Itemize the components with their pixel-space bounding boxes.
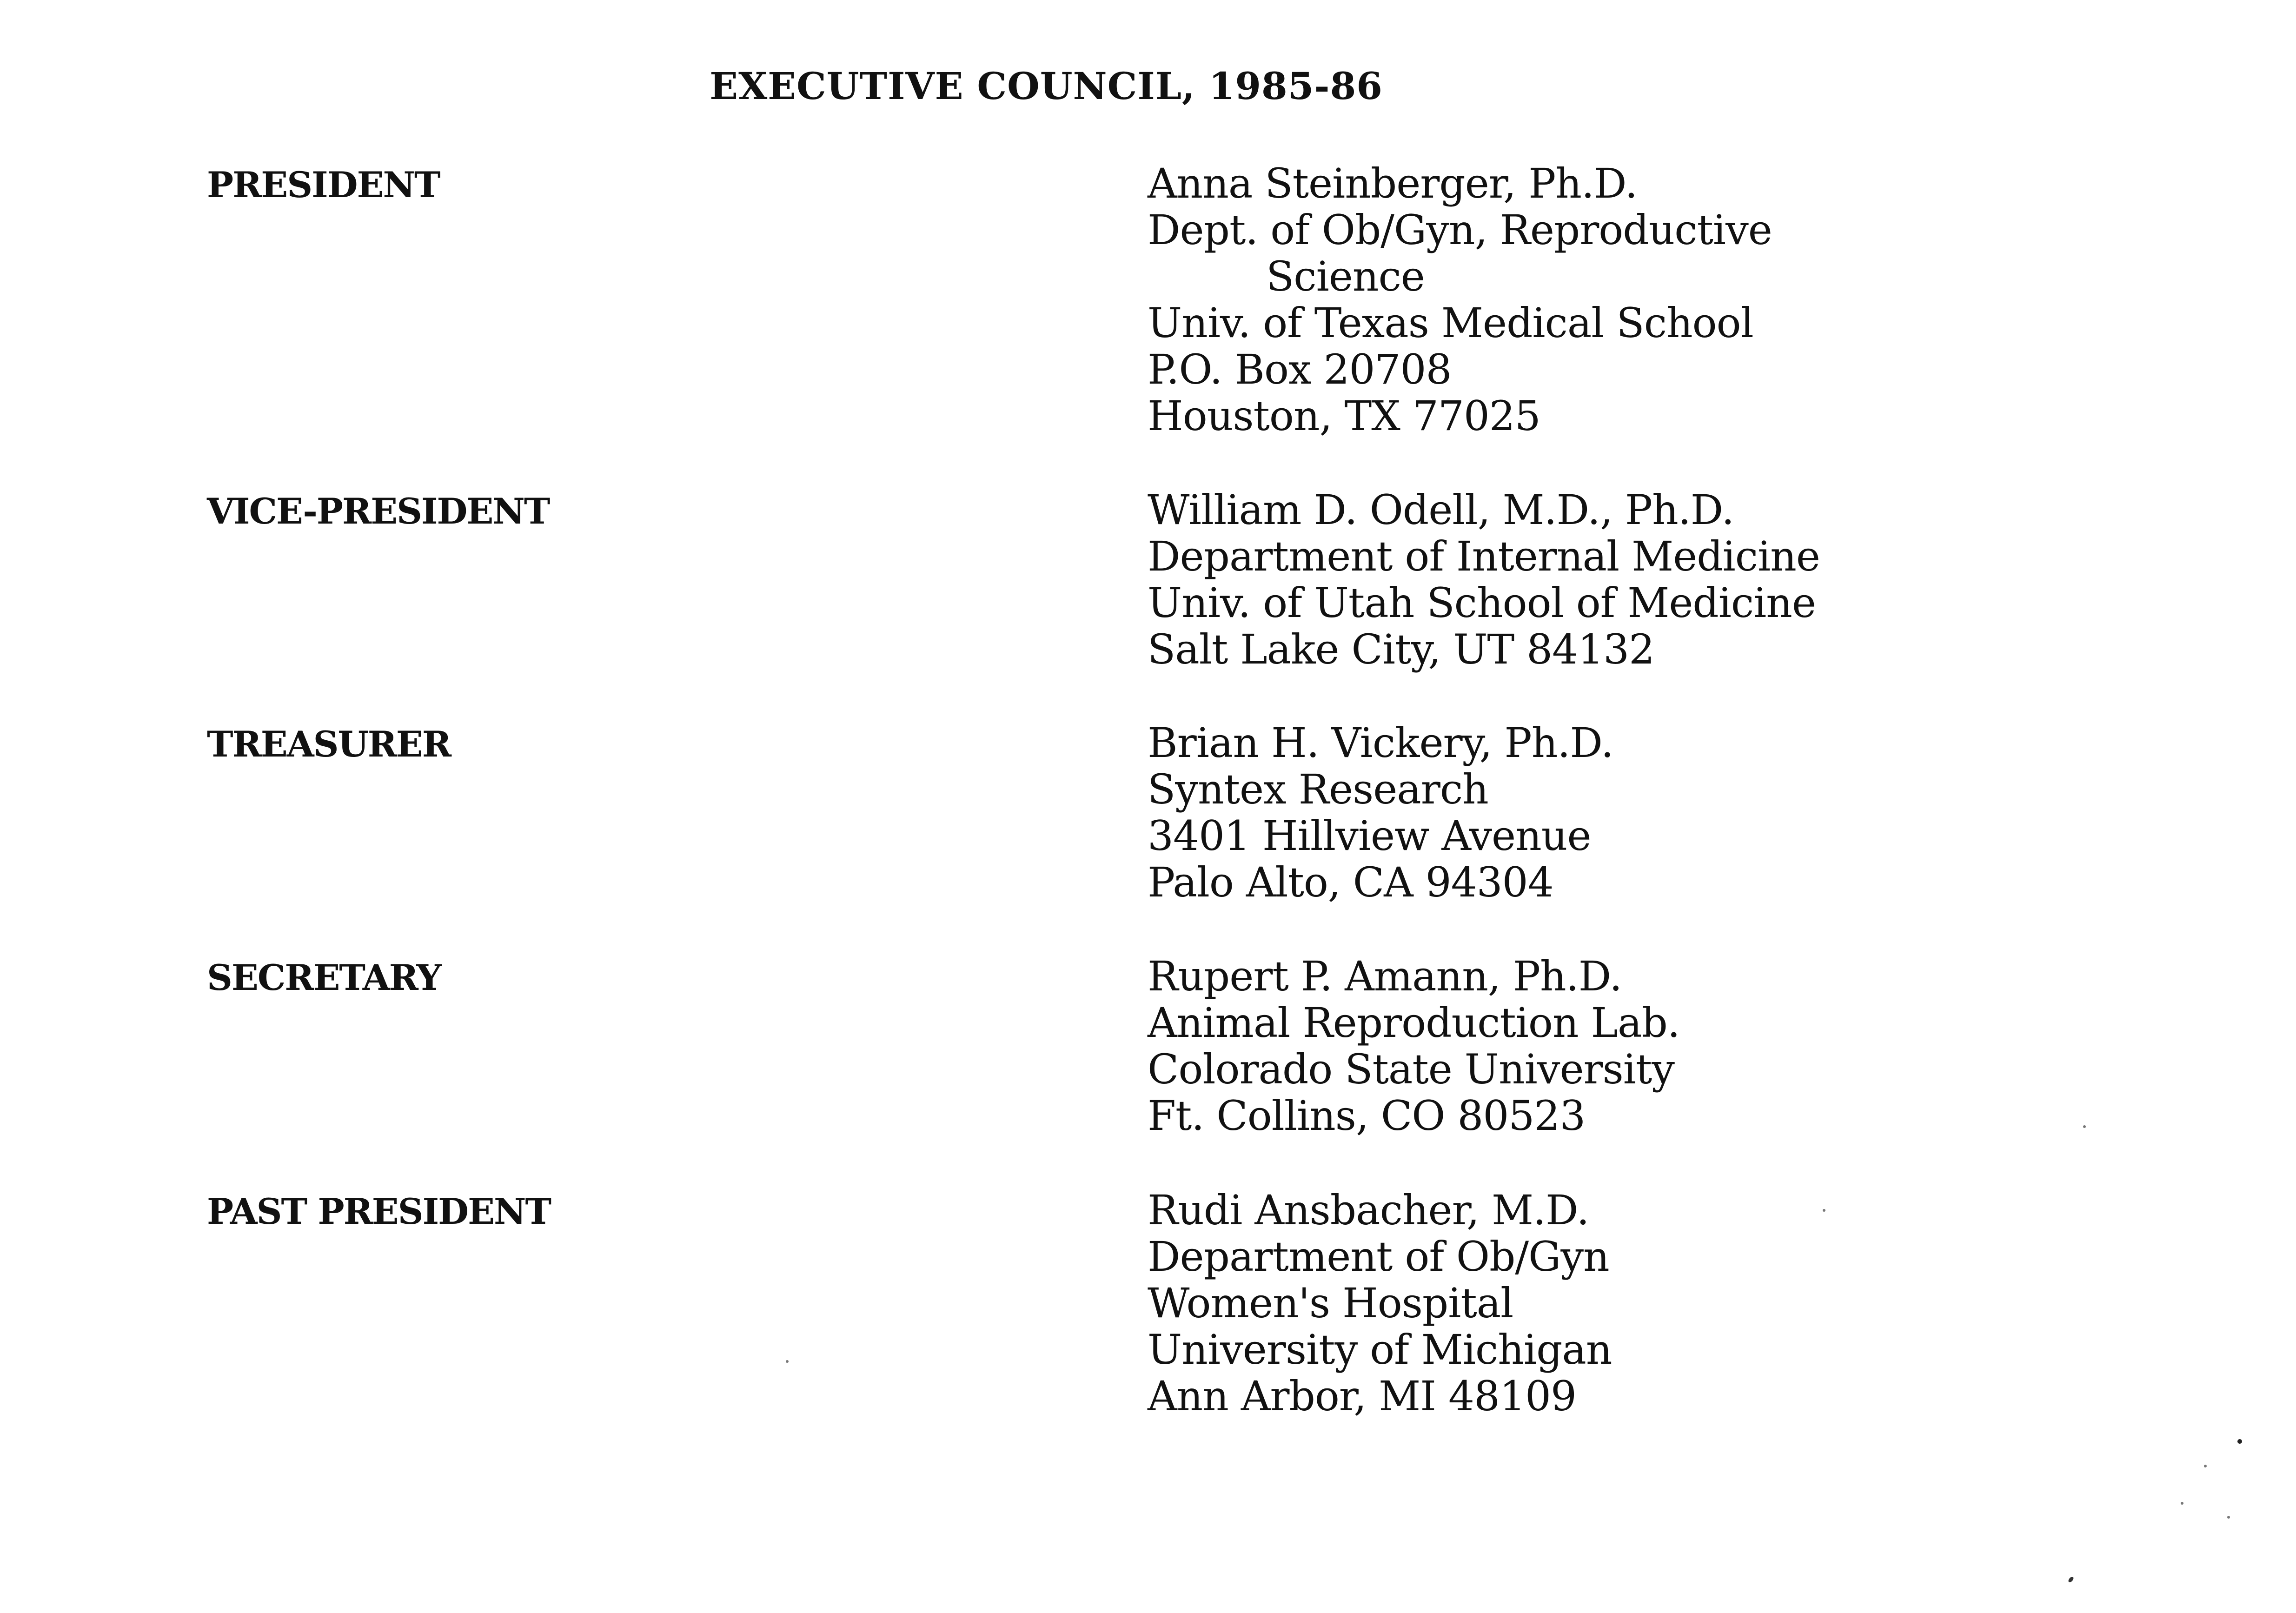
officer-name: William D. Odell, M.D., Ph.D. bbox=[1148, 486, 1734, 534]
address-line: Dept. of Ob/Gyn, Reproductive bbox=[1148, 206, 1772, 254]
page-title: EXECUTIVE COUNCIL, 1985-86 bbox=[710, 64, 1383, 108]
officer-name: Rudi Ansbacher, M.D. bbox=[1148, 1186, 1589, 1234]
address-block bbox=[1148, 720, 1613, 906]
address-line: Ft. Collins, CO 80523 bbox=[1148, 1092, 1586, 1140]
officer-name: Brian H. Vickery, Ph.D. bbox=[1148, 719, 1613, 767]
address-block bbox=[1148, 487, 1820, 673]
address-line: Salt Lake City, UT 84132 bbox=[1148, 625, 1655, 673]
address-block bbox=[1148, 1187, 1612, 1420]
scan-speck bbox=[2083, 1125, 2086, 1128]
address-block bbox=[1148, 160, 1772, 439]
scan-speck bbox=[2181, 1502, 2183, 1505]
address-line: 3401 Hillview Avenue bbox=[1148, 812, 1591, 860]
address-line: Women's Hospital bbox=[1148, 1279, 1513, 1327]
address-line: Ann Arbor, MI 48109 bbox=[1148, 1372, 1576, 1420]
address-line: Animal Reproduction Lab. bbox=[1148, 999, 1680, 1047]
scan-speck bbox=[1823, 1209, 1825, 1212]
scan-speck bbox=[2227, 1516, 2230, 1519]
scan-speck bbox=[2237, 1439, 2242, 1444]
scan-speck bbox=[2204, 1465, 2207, 1467]
address-line: Science bbox=[1266, 252, 1425, 300]
address-line: University of Michigan bbox=[1148, 1326, 1612, 1374]
address-line: Department of Ob/Gyn bbox=[1148, 1233, 1609, 1281]
address-line: Univ. of Texas Medical School bbox=[1148, 299, 1753, 347]
address-line: Department of Internal Medicine bbox=[1148, 532, 1820, 580]
role-label: SECRETARY bbox=[207, 957, 441, 998]
address-line: Syntex Research bbox=[1148, 765, 1488, 813]
address-line: Colorado State University bbox=[1148, 1045, 1675, 1093]
role-label: VICE-PRESIDENT bbox=[207, 491, 550, 532]
scan-speck bbox=[786, 1360, 789, 1363]
officer-name: Rupert P. Amann, Ph.D. bbox=[1148, 952, 1622, 1000]
officer-name: Anna Steinberger, Ph.D. bbox=[1148, 159, 1638, 207]
role-label: PAST PRESIDENT bbox=[207, 1191, 551, 1232]
address-block bbox=[1148, 953, 1680, 1139]
address-line: Univ. of Utah School of Medicine bbox=[1148, 579, 1816, 627]
scan-speck bbox=[2067, 1576, 2074, 1583]
role-label: PRESIDENT bbox=[207, 164, 440, 206]
address-line: P.O. Box 20708 bbox=[1148, 345, 1452, 393]
address-line: Houston, TX 77025 bbox=[1148, 392, 1540, 440]
role-label: TREASURER bbox=[207, 724, 451, 765]
address-line: Palo Alto, CA 94304 bbox=[1148, 858, 1553, 906]
